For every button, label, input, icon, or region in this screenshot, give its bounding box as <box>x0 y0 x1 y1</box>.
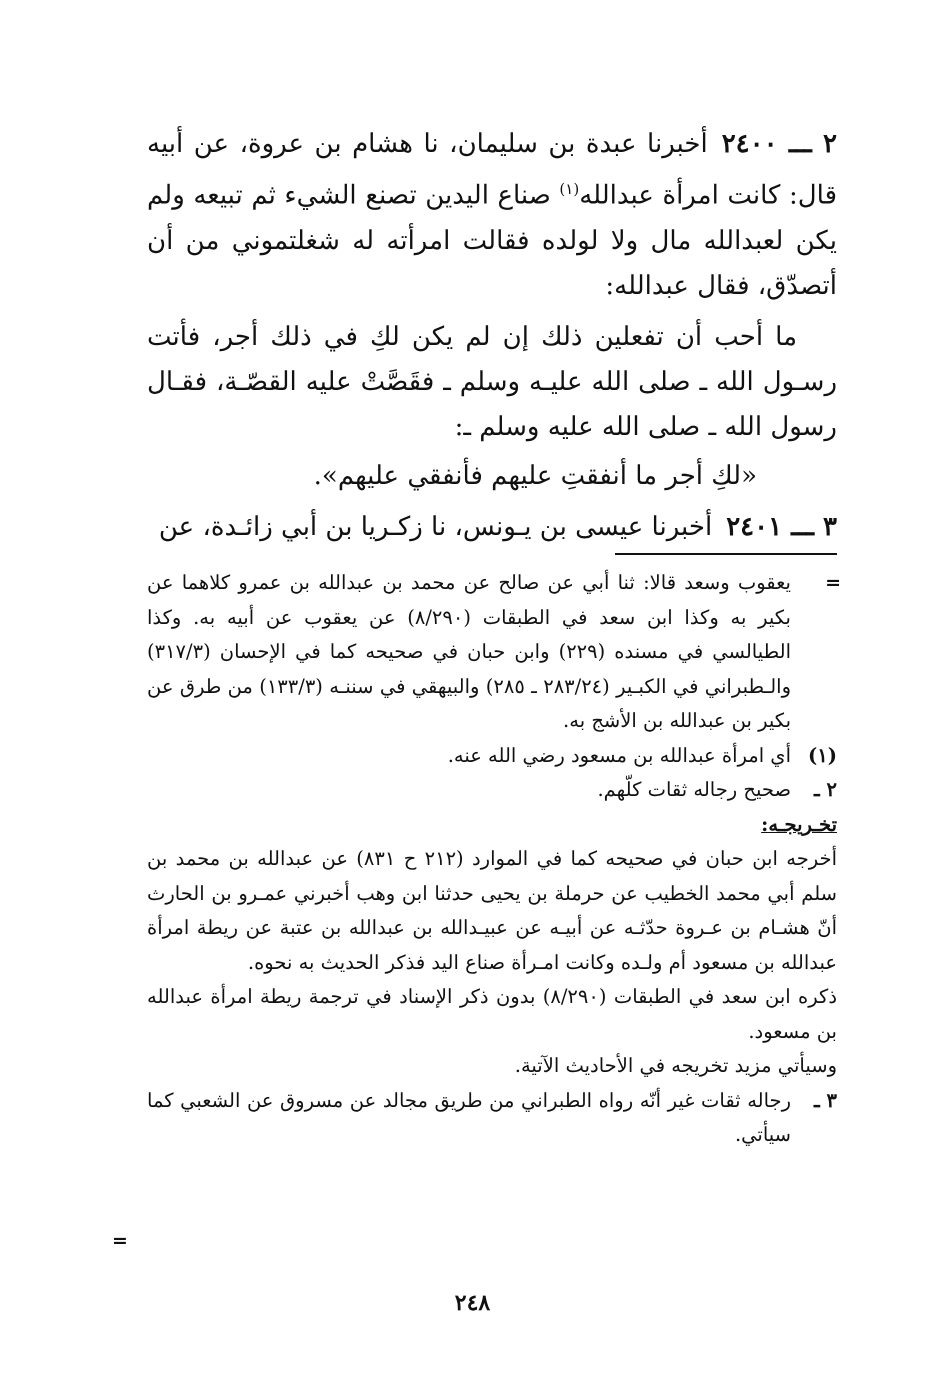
footnote-3 <box>147 1084 837 1153</box>
hadith-2401-text: أخبرنا عيسى بن يـونس، نا زكـريا بن أبي زائـدة، عن <box>158 511 713 542</box>
footnote-continuation-text: يعقوب وسعد قالا: ثنا أبي عن صالح عن محمد بن عبدالله بن عمرو كلاهما عن بكير به وكذا ابن سعد في الطبقات (٨/٢٩٠) عن يعقوب عن أبيه به. وكذا الطيالسي في مسنده (٢٢٩) وابن حبان في صحيحه كما في الإحسان (٣١٧/٣) والـطبراني في الكبـير (٢٨٣/٢٤ ـ ٢٨٥) والبيهقي في سننـه (١٣٣/٣) من طرق عن بكير بن عبدالله بن الأشج به. <box>147 571 791 732</box>
takhrij-paragraph-3: وسيأتي مزيد تخريجه في الأحاديث الآتية. <box>514 1054 837 1077</box>
footnote-2-mark: ٢ ـ <box>814 778 837 801</box>
hadith-2400-para1 <box>147 122 837 309</box>
continuation-mark: = <box>825 572 841 594</box>
takhrij-paragraph-1: أخرجه ابن حبان في صحيحه كما في الموارد (٢١٢ ح ٨٣١) عن عبدالله بن محمد بن سلم أبي محمد الخطيب عن حرملة بن يحيى حدثنا ابن وهب أخبرني عمـرو بن الحارث أنّ هشـام بن عـروة حدّثـه عن أبيـه عن عبيـدالله بن عبدالله بن عتبة عن ريطة امرأة عبدالله بن مسعود أم ولـده وكانت امـرأة صناع اليد فذكر الحديث به نحوه. <box>147 847 837 974</box>
takhrij-paragraph-2: ذكره ابن سعد في الطبقات (٨/٢٩٠) بدون ذكر الإسناد في ترجمة ريطة امرأة عبدالله بن مسعود. <box>147 985 837 1043</box>
footnote-1 <box>147 739 837 774</box>
footnote-1-text: أي امرأة عبدالله بن مسعود رضي الله عنه. <box>447 743 791 767</box>
footnote-continuation <box>147 566 837 739</box>
hadith-2400-number: ٢ ـــ ٢٤٠٠ <box>721 129 837 159</box>
page-number: ٢٤٨ <box>454 1290 491 1316</box>
footnote-separator <box>615 553 837 555</box>
footnote-3-mark: ٣ ـ <box>814 1088 837 1112</box>
hadith-2401-number: ٣ ـــ ٢٤٠١ <box>726 511 837 542</box>
hadith-2401-para <box>147 505 837 550</box>
footnote-2 <box>147 773 837 808</box>
bottom-continuation-mark: = <box>112 1230 128 1252</box>
footnote-3-text: رجاله ثقات غير أنّه رواه الطبراني من طريق مجالد عن مسروق عن الشعبي كما سيأتي. <box>147 1088 791 1146</box>
footnote-continuation-spacer <box>791 566 837 739</box>
hadith-2400-text-a: أخبرنا عبدة بن سليمان، نا هشام بن عروة، عن أبيه قال: كانت امرأة عبدالله <box>147 129 838 211</box>
footnote-2-text: صحيح رجاله ثقات كلّهم. <box>597 778 791 801</box>
hadith-2400-text-b: صناع اليدين تصنع الشيء ثم تبيعه ولم يكن لعبدالله مال ولا لولده فقالت امرأته له شغلتموني من أن أتصدّق، فقال عبدالله: <box>147 180 837 301</box>
takhrij-heading: تخـريجـه: <box>761 812 837 836</box>
hadith-2400-quote: «لكِ أجر ما أنفقتِ عليهم فأنفقي عليهم». <box>313 460 757 491</box>
hadith-2400-para2: ما أحب أن تفعلين ذلك إن لم يكن لكِ في ذلك أجر، فأتت رسـول الله ـ صلى الله عليـه وسلم ـ فقَصَّتْ عليه القصّـة، فقـال رسول الله ـ صلى الله عليه وسلم ـ: <box>147 321 837 442</box>
footnotes <box>147 566 837 1153</box>
main-text <box>147 122 837 550</box>
footnote-1-mark: (١) <box>808 743 837 767</box>
footnote-ref-1: (١) <box>559 180 580 198</box>
